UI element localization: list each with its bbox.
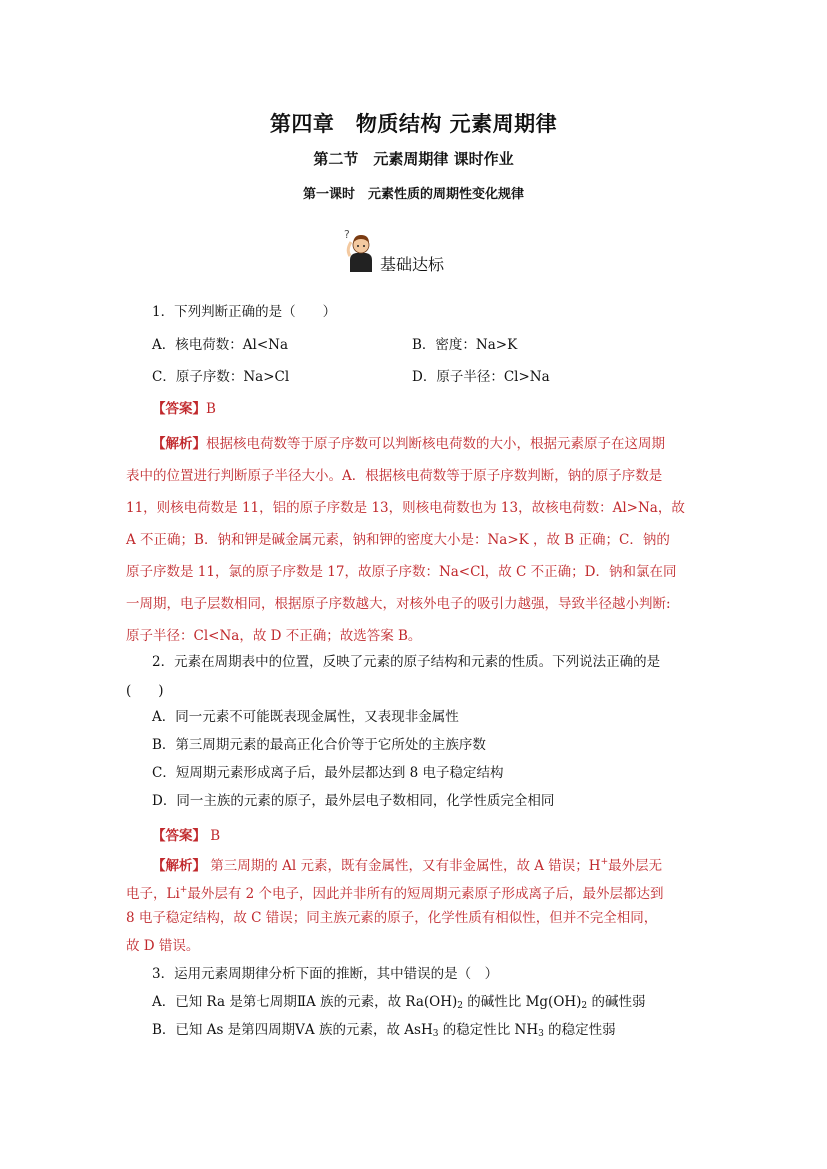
q1-analysis-line: A 不正确；B．钠和钾是碱金属元素，钠和钾的密度大小是：Na>K ，故 B 正确；C．钠的 <box>126 532 670 548</box>
chapter-title: 第四章 物质结构 元素周期律 <box>269 111 558 136</box>
q1-option-a: A．核电荷数：Al<Na <box>152 337 288 353</box>
q2-analysis-tag: 【解析】 <box>152 858 206 874</box>
q2-answer-tag: 【答案】 <box>152 828 206 844</box>
q2-answer <box>152 826 220 846</box>
q2-analysis-line: 【解析】 第三周期的 Al 元素，既有金属性，又有非金属性，故 A 错误；H+最外层无 <box>152 857 663 874</box>
q2-answer-value: B <box>210 828 221 844</box>
q2-option-d: D．同一主族的元素的原子，最外层电子数相同，化学性质完全相同 <box>152 793 555 809</box>
q1-analysis-tag: 【解析】 <box>152 436 206 452</box>
q1-analysis-line: 表中的位置进行判断原子半径大小。A．根据核电荷数等于原子序数判断，钠的原子序数是 <box>126 468 663 484</box>
q2-analysis-line: 电子，Li+最外层有 2 个电子，因此并非所有的短周期元素原子形成离子后，最外层都达到 <box>126 885 664 902</box>
q1-analysis-line: 原子半径：Cl<Na，故 D 不正确；故选答案 B。 <box>126 628 422 644</box>
q1-option-b: B．密度：Na>K <box>412 337 518 353</box>
q3-stem: 3．运用元素周期律分析下面的推断，其中错误的是（ ） <box>152 966 499 982</box>
badge-label: 基础达标 <box>380 255 445 274</box>
q2-stem: 2．元素在周期表中的位置，反映了元素的原子结构和元素的性质。下列说法正确的是 <box>152 654 661 670</box>
q2-analysis-line: 8 电子稳定结构，故 C 错误；同主族元素的原子，化学性质有相似性，但并不完全相同， <box>126 910 658 926</box>
q2-stem-bracket: ( ) <box>126 683 164 699</box>
section-title: 第二节 元素周期律 课时作业 <box>313 150 514 168</box>
q3-option-a: A．已知 Ra 是第七周期ⅡA 族的元素，故 $Ra(OH)_2$ 的碱性比 $Mg(OH)_2$ 的碱性弱 <box>152 994 646 1011</box>
q1-analysis-line: 原子序数是 11，氯的原子序数是 17，故原子序数：Na<Cl，故 C 不正确；D．钠和氯在同 <box>126 564 677 580</box>
q1-answer <box>152 399 216 419</box>
q1-answer-value: B <box>206 401 216 417</box>
q2-option-b: B．第三周期元素的最高正化合价等于它所处的主族序数 <box>152 737 486 753</box>
q3-option-b: B．已知 As 是第四周期ⅤA 族的元素，故 AsH$_3$ 的稳定性比 $NH_3$ 的稳定性弱 <box>152 1022 616 1039</box>
lesson-title: 第一课时 元素性质的周期性变化规律 <box>302 187 524 202</box>
thinking-student-icon <box>340 226 380 274</box>
q1-option-d: D．原子半径：Cl>Na <box>412 369 550 385</box>
q1-option-c: C．原子序数：Na>Cl <box>152 369 290 385</box>
q2-analysis-line: 故 D 错误。 <box>126 938 200 954</box>
q1-answer-tag: 【答案】 <box>152 401 206 417</box>
svg-text:?: ? <box>344 228 350 241</box>
q1-analysis-line: 【解析】根据核电荷数等于原子序数可以判断核电荷数的大小，根据元素原子在这周期 <box>152 436 665 452</box>
q1-analysis-line: 11，则核电荷数是 11，铝的原子序数是 13，则核电荷数也为 13，故核电荷数：Al>Na，故 <box>126 500 685 516</box>
q2-option-a: A．同一元素不可能既表现金属性，又表现非金属性 <box>152 709 459 725</box>
q2-option-c: C．短周期元素形成离子后，最外层都达到 8 电子稳定结构 <box>152 765 504 781</box>
q1-stem: 1．下列判断正确的是（ ） <box>152 304 337 320</box>
q1-analysis-line: 一周期，电子层数相同，根据原子序数越大，对核外电子的吸引力越强，导致半径越小判断: <box>126 596 671 612</box>
